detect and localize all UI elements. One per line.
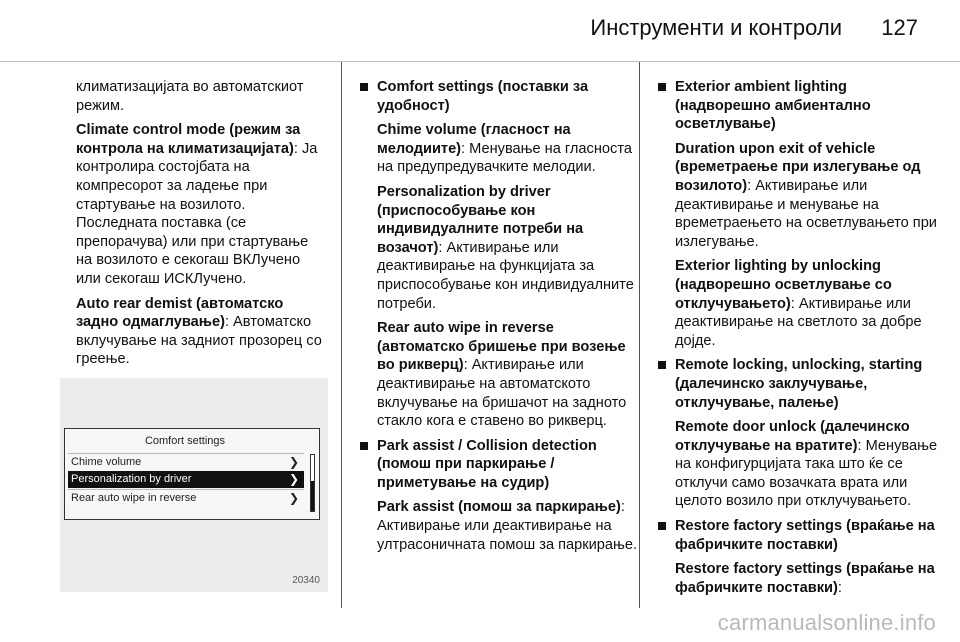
- setting-title: Chime volume (гласност на мелодиите): [377, 122, 571, 157]
- chevron-right-icon: ❯: [288, 491, 299, 505]
- bullet-title: Remote locking, unlocking, starting (далечинско заклучување, отклучување, палење): [675, 357, 923, 411]
- bullet-title: Comfort settings (поставки за удобност): [377, 79, 589, 114]
- menu-item-personalization-by-driver[interactable]: [68, 471, 304, 488]
- menu-item-rear-auto-wipe[interactable]: [68, 489, 304, 506]
- setting-description: : Активирање или деактивирање на функцијата за приспособување кон индивидуалните потреби.: [377, 239, 634, 312]
- menu-item-chime-volume[interactable]: [68, 453, 304, 470]
- watermark: carmanualsonline.info: [717, 610, 936, 635]
- menu-item-label: Chime volume: [71, 456, 142, 468]
- setting-title: Personalization by driver (приспособување кон индивидуалните потреби на возачот): [377, 183, 584, 256]
- setting-exterior-lighting-by-unlocking: [656, 257, 939, 350]
- chevron-right-icon: ❯: [288, 472, 299, 486]
- setting-title: Remote door unlock (далечинско отклучување на вратите): [675, 419, 910, 454]
- bullet-remote-locking: [656, 356, 939, 412]
- setting-title: Exterior lighting by unlocking (надворешно осветлување со отклучувањето): [675, 258, 892, 312]
- setting-title: Park assist (помош за паркирање): [377, 499, 621, 516]
- column-right: [639, 62, 939, 608]
- bullet-title: Exterior ambient lighting (надворешно амбиентално осветлување): [675, 79, 871, 133]
- bullet-comfort-settings: [358, 78, 639, 115]
- setting-climate-control-mode: [76, 121, 328, 288]
- page-title: Инструменти и контроли: [590, 15, 842, 40]
- setting-description: : Активирање или деактивирање на светлото за добре дојде.: [675, 295, 922, 349]
- setting-title: Rear auto wipe in reverse (автоматско бришење при возење во рикверц): [377, 320, 626, 374]
- scrollbar[interactable]: [310, 454, 315, 512]
- setting-description: :: [837, 579, 842, 596]
- setting-description: : Активирање или деактивирање и менување на времетраењето на осветлувањето при излегување.: [675, 177, 937, 250]
- setting-title: Climate control mode (режим за контрола на климатизацијата): [76, 122, 301, 157]
- setting-description: : Ја контролира состојбата на компресорот за ладење при стартување на возилото. Последната поставка (се препорачува) или при стартување на возилото е секогаш ВКЛучено или секогаш ИСКЛучено.: [76, 140, 318, 287]
- bullet-restore-factory-settings: [656, 517, 939, 554]
- setting-auto-rear-demist: [76, 295, 328, 369]
- setting-chime-volume: [358, 121, 639, 177]
- page-header: [0, 0, 960, 62]
- menu-item-label: Personalization by driver: [71, 473, 192, 485]
- page-number: 127: [881, 15, 918, 40]
- chevron-right-icon: ❯: [288, 455, 299, 469]
- setting-title: Restore factory settings (враќање на фабричките поставки): [675, 561, 935, 596]
- setting-title: Auto rear demist (автоматско задно одмаглување): [76, 295, 284, 331]
- setting-personalization-by-driver: [358, 183, 639, 313]
- setting-description: : Активирање или деактивирање на ултрасоничната помош за паркирање.: [377, 499, 638, 553]
- setting-description: : Менување на гласноста на предупредувачките мелодии.: [377, 140, 632, 176]
- setting-description: : Автоматско вклучување на задниот прозорец со греење.: [76, 314, 322, 368]
- screen-title: Comfort settings: [144, 435, 226, 447]
- paragraph-intro: климатизацијата во автоматскиот режим.: [76, 79, 304, 114]
- column-left: [76, 62, 328, 375]
- figure-code: 20340: [292, 575, 320, 586]
- scrollbar-thumb[interactable]: [311, 481, 314, 511]
- setting-description: : Менување на конфигурцијата така што ќе се отклучи само возачката врата или целото возило при отклучувањето.: [675, 437, 938, 510]
- setting-remote-door-unlock: [656, 418, 939, 511]
- bullet-park-assist: [358, 437, 639, 493]
- setting-duration-upon-exit: [656, 140, 939, 252]
- bullet-title: Park assist / Collision detection (помош при паркирање / приметување на судир): [377, 437, 597, 491]
- setting-restore-factory-settings: [656, 560, 939, 597]
- setting-description: : Активирање или деактивирање на автоматското вклучување на бришачот на задното стакло кога е ставено во рикверц.: [377, 357, 627, 430]
- comfort-settings-figure: [60, 378, 328, 592]
- setting-title: Duration upon exit of vehicle (времетраење при излегување од возилото): [675, 140, 921, 194]
- display-screen: [64, 428, 320, 520]
- column-middle: [341, 62, 639, 608]
- bullet-title: Restore factory settings (враќање на фабричките поставки): [675, 518, 935, 553]
- bullet-exterior-ambient-lighting: [656, 78, 939, 134]
- menu-item-label: Rear auto wipe in reverse: [71, 492, 197, 504]
- setting-rear-auto-wipe: [358, 319, 639, 431]
- setting-park-assist: [358, 498, 639, 554]
